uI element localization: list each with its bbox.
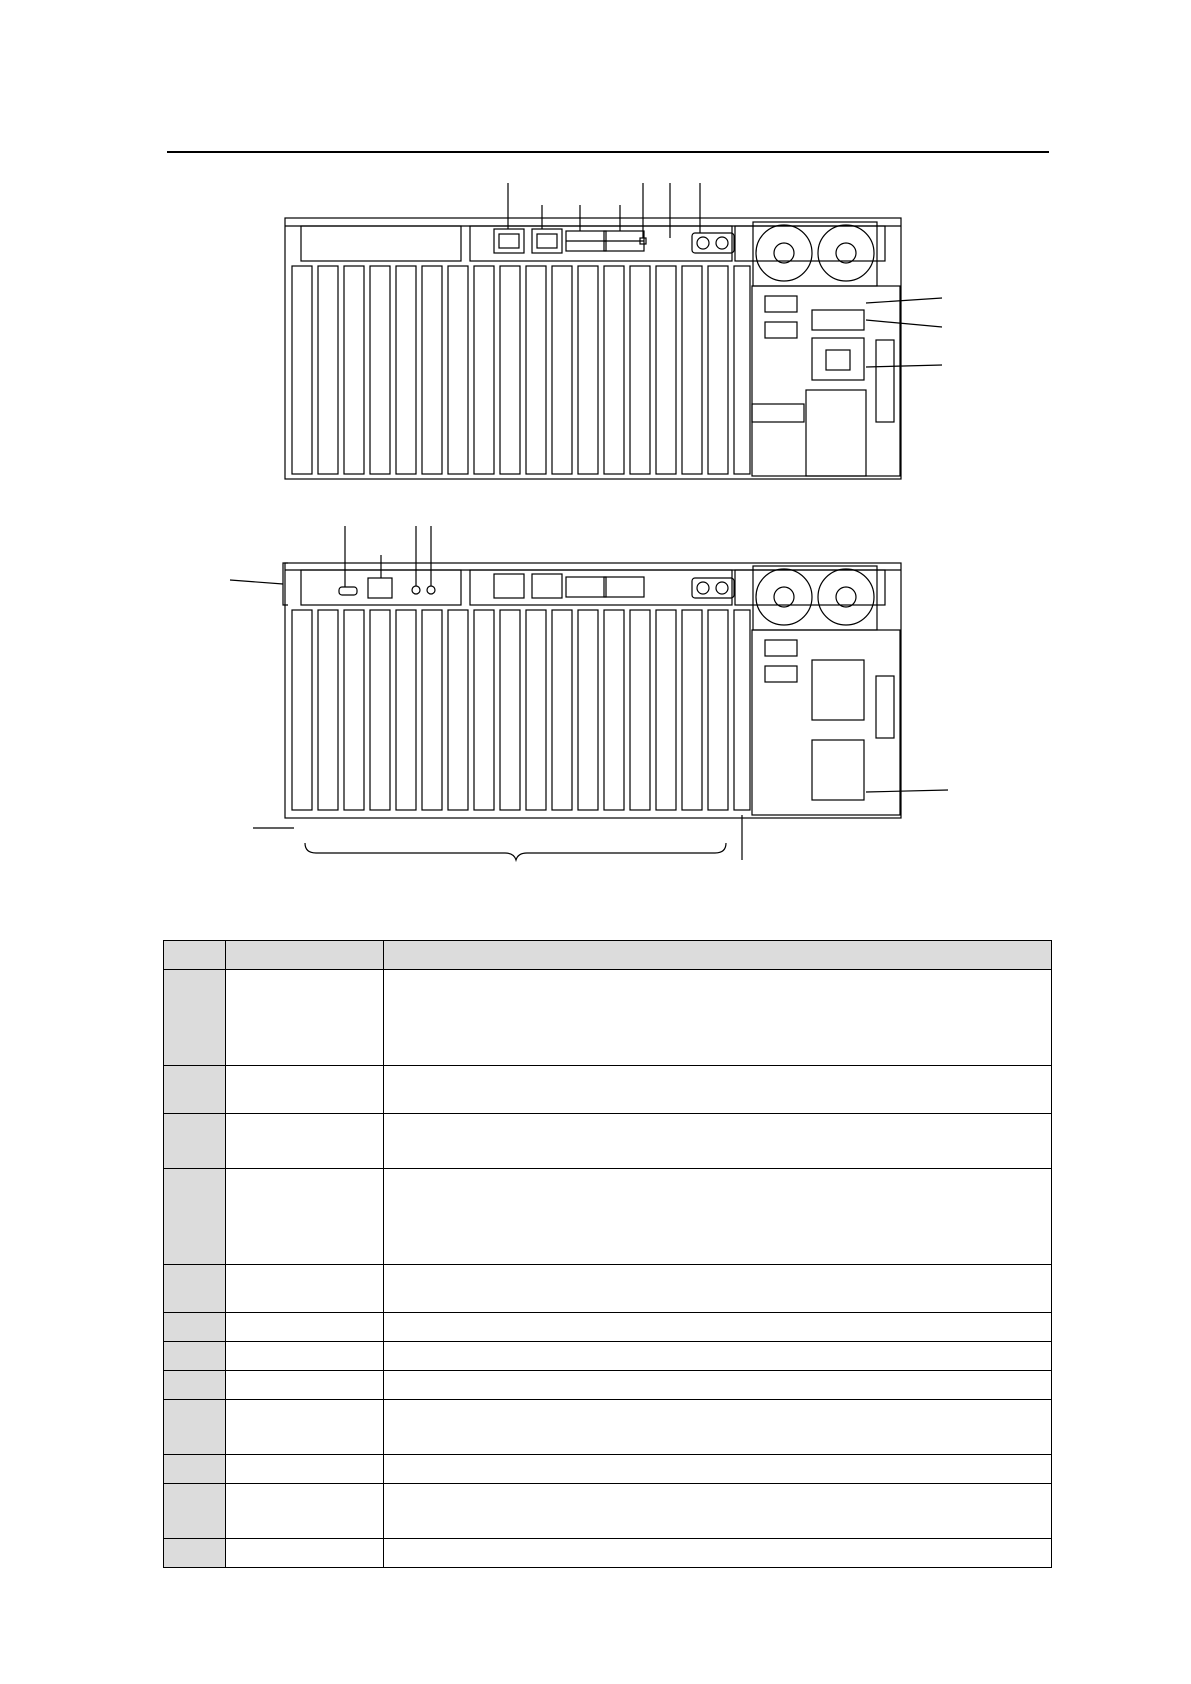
serial-port-2-icon	[765, 322, 797, 338]
table-row	[164, 1539, 1052, 1568]
row-description	[384, 1371, 1052, 1400]
maintenance-port-icon	[368, 578, 392, 598]
table-row	[164, 1400, 1052, 1455]
row-no	[164, 1455, 226, 1484]
row-description	[384, 1400, 1052, 1455]
table-row	[164, 1484, 1052, 1539]
table-row	[164, 1313, 1052, 1342]
row-description	[384, 1265, 1052, 1313]
row-no	[164, 1400, 226, 1455]
row-name	[226, 1371, 384, 1400]
spec-table	[163, 940, 1052, 1568]
table-row	[164, 1169, 1052, 1265]
row-name	[226, 1066, 384, 1114]
row-description	[384, 970, 1052, 1066]
power-inlet-1-icon	[812, 660, 864, 720]
row-description	[384, 1455, 1052, 1484]
table-row	[164, 970, 1052, 1066]
table-row	[164, 1265, 1052, 1313]
power-inlet-2-icon	[812, 740, 864, 800]
slot-cards-top	[292, 266, 750, 474]
fan-1-icon	[756, 225, 812, 281]
row-no	[164, 1169, 226, 1265]
row-no	[164, 1066, 226, 1114]
row-no	[164, 1342, 226, 1371]
row-description	[384, 1114, 1052, 1169]
table-row	[164, 1371, 1052, 1400]
row-description	[384, 1066, 1052, 1114]
row-name	[226, 1484, 384, 1539]
row-no	[164, 970, 226, 1066]
row-description	[384, 1484, 1052, 1539]
row-name	[226, 1313, 384, 1342]
table-row	[164, 1114, 1052, 1169]
row-no	[164, 1313, 226, 1342]
row-no	[164, 1265, 226, 1313]
row-name	[226, 1455, 384, 1484]
row-name	[226, 1114, 384, 1169]
row-name	[226, 1400, 384, 1455]
header-description	[384, 941, 1052, 970]
row-description	[384, 1313, 1052, 1342]
indicator-led-icon	[412, 586, 420, 594]
row-description	[384, 1169, 1052, 1265]
row-no	[164, 1371, 226, 1400]
slot-cards-bottom	[292, 610, 750, 810]
rear-panel-top	[285, 218, 901, 479]
header-name	[226, 941, 384, 970]
row-no	[164, 1484, 226, 1539]
row-description	[384, 1342, 1052, 1371]
row-name	[226, 1265, 384, 1313]
row-no	[164, 1539, 226, 1568]
status-switch-icon	[339, 587, 357, 595]
table-row	[164, 1066, 1052, 1114]
table-row	[164, 1342, 1052, 1371]
row-name	[226, 1169, 384, 1265]
rear-panel-bottom	[283, 563, 901, 818]
power-inlet-icon	[812, 338, 864, 380]
header-no	[164, 941, 226, 970]
row-name	[226, 1342, 384, 1371]
row-no	[164, 1114, 226, 1169]
row-description	[384, 1539, 1052, 1568]
serial-port-1-icon	[765, 296, 797, 312]
table-row	[164, 1455, 1052, 1484]
row-name	[226, 970, 384, 1066]
fan-2-icon	[818, 225, 874, 281]
table-header	[164, 941, 1052, 970]
row-name	[226, 1539, 384, 1568]
